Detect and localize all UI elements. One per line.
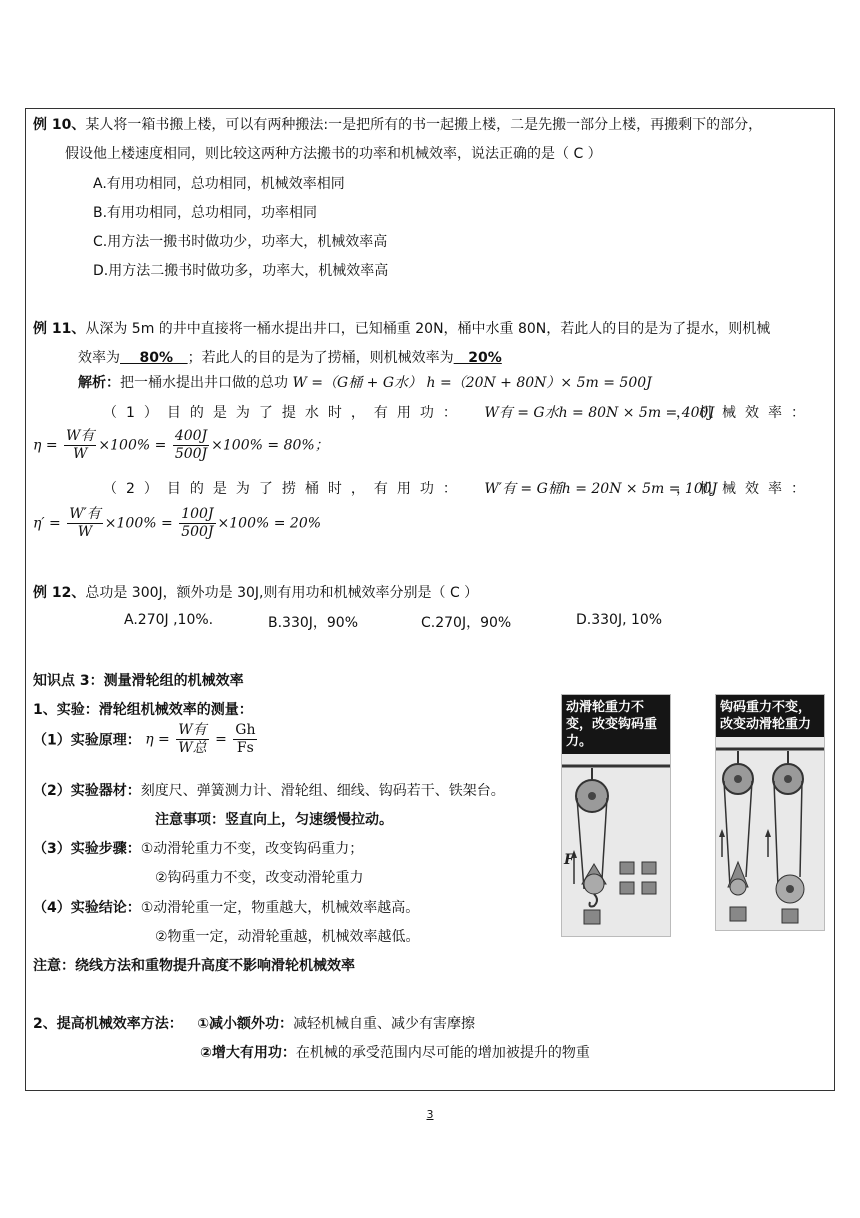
ex11-line1 <box>33 318 770 338</box>
principle-label: （1）实验原理： <box>33 732 141 749</box>
principle-eta: η = <box>145 731 170 748</box>
ex11-answer-1: 80% <box>120 350 188 366</box>
analysis-formula: W =（G桶 + G水） h =（20N + 80N）× 5m = 500J <box>292 375 652 391</box>
frac-bottom: 500J <box>174 446 208 462</box>
ex12-option-a: A.270J ,10%. <box>124 612 214 628</box>
efficiency-note: 注意：绕线方法和重物提升高度不影响滑轮机械效率 <box>33 958 355 974</box>
equip-row <box>33 780 505 800</box>
eta1-frac-1 <box>64 428 96 463</box>
ex11-step2 <box>103 478 717 498</box>
eta2-frac-1 <box>67 506 103 541</box>
ex11-answer-2: 20% <box>453 350 502 366</box>
frac-top: 100J <box>181 506 214 522</box>
times-100: ×100% <box>98 437 151 454</box>
frac-bottom: W <box>77 524 93 540</box>
method-2-row <box>200 1042 590 1062</box>
equip-label: （2）实验器材： <box>33 783 141 799</box>
frac-top: W′有 <box>69 506 101 522</box>
concl-1: ①动滑轮重一定，物重越大，机械效率越高。 <box>140 900 420 916</box>
ex12-question: 总功是 300J，额外功是 30J,则有用功和机械效率分别是（ C ） <box>85 585 479 601</box>
improve-row <box>33 1013 475 1033</box>
kp3-title: 知识点 3：测量滑轮组的机械效率 <box>33 673 244 689</box>
step2-tail-text: ，机械效率： <box>676 481 814 497</box>
improve-label: 2、提高机械效率方法： <box>33 1016 183 1032</box>
ex10-option-a: A.有用功相同，总功相同，机械效率相同 <box>93 176 345 192</box>
principle-frac-1 <box>176 722 208 757</box>
ex10-option-b: B.有用功相同，总功相同，功率相同 <box>93 205 318 221</box>
ex11-question-1: 从深为 5m 的井中直接将一桶水提出井口，已知桶重 20N，桶中水重 80N，若此人的目的是为了提水，则机械 <box>85 321 771 337</box>
ex10-question-2: 假设他上楼速度相同，则比较这两种方法搬书的功率和机械效率，说法正确的是（ C ） <box>65 146 602 162</box>
ex12-line <box>33 582 478 602</box>
ex11-q2-pre: 效率为 <box>78 350 120 366</box>
frac-bottom: W总 <box>178 740 207 756</box>
times-100: ×100% <box>217 515 270 532</box>
ex11-title: 例 11、 <box>33 321 86 337</box>
pulley-figure-2 <box>715 694 825 931</box>
eta-symbol: η = <box>33 437 58 454</box>
step-2: ②钩码重力不变，改变动滑轮重力 <box>155 870 364 886</box>
eta1-result: = 80%； <box>267 437 329 454</box>
principle-frac-2 <box>233 722 257 757</box>
principle-row <box>33 722 259 757</box>
note-inline: 注意事项：竖直向上，匀速缓慢拉动。 <box>155 812 393 828</box>
ex11-line2 <box>78 347 502 367</box>
analysis-label: 解析： <box>78 375 120 391</box>
ex12-option-c: C.270J，90% <box>421 615 512 631</box>
ex10-option-d: D.用方法二搬书时做功多，功率大，机械效率高 <box>93 263 389 279</box>
page-number: 3 <box>426 1108 434 1121</box>
figure-2-caption: 钩码重力不变，改变动滑轮重力 <box>716 695 824 737</box>
step1-tail-text: ，机械效率： <box>676 405 814 421</box>
figure-1-caption: 动滑轮重力不变，改变钩码重力。 <box>562 695 670 754</box>
eta2-equation: η′ = $\frac{\text{W′有}}{W}$ ×100% = $\frac{100J}{500J}$ ×100% = 20% <box>33 506 322 540</box>
eta1-equation: η = $\frac{\text{W有}}{W}$ ×100% = $\frac{400J}{500J}$ ×100% = 80%； <box>33 428 329 462</box>
frac-bottom: 500J <box>181 524 214 540</box>
steps-label: （3）实验步骤： <box>33 841 141 857</box>
equip-text: 刻度尺、弹簧测力计、滑轮组、细线、钩码若干、铁架台。 <box>140 783 505 799</box>
ex12-title: 例 12、 <box>33 585 86 601</box>
method-2-label: ②增大有用功： <box>200 1045 296 1061</box>
frac-top: Gh <box>235 722 256 738</box>
step1-tail <box>676 402 814 422</box>
concl-label: （4）实验结论： <box>33 900 141 916</box>
eta2-result: = 20% <box>273 515 322 532</box>
step2-label: （2）目的是为了捞桶时，有用功： <box>103 481 466 497</box>
method-2-text: 在机械的承受范围内尽可能的增加被提升的物重 <box>295 1045 590 1061</box>
eta1-frac-2 <box>173 428 209 463</box>
times-100: ×100% <box>211 437 263 454</box>
step1-formula: W有 = G水h = 80N × 5m = 400J <box>484 405 715 421</box>
method-1-label: ①减小额外功： <box>197 1016 294 1032</box>
step-1: ①动滑轮重力不变，改变钩码重力； <box>140 841 364 857</box>
ex11-q2-mid: ；若此人的目的是为了捞桶，则机械效率为 <box>187 350 454 366</box>
frac-top: W有 <box>178 722 207 738</box>
ex11-analysis <box>78 372 652 392</box>
ex10-option-c: C.用方法一搬书时做功少，功率大，机械效率高 <box>93 234 388 250</box>
analysis-text: 把一桶水提出井口做的总功 <box>120 375 288 391</box>
pulley-diagram-2 <box>716 737 824 932</box>
eta-prime-symbol: η′ = <box>33 515 61 532</box>
exp-title: 1、实验：滑轮组机械效率的测量： <box>33 702 253 718</box>
step2-tail <box>676 478 814 498</box>
step1-label: （1）目的是为了提水时，有用功： <box>103 405 466 421</box>
steps-row <box>33 838 363 858</box>
force-label: F <box>564 852 574 868</box>
step2-formula: W′有 = G桶h = 20N × 5m = 100J <box>484 481 718 497</box>
principle-eq: = <box>215 731 227 748</box>
pulley-diagram-1 <box>562 754 670 954</box>
ex11-step1 <box>103 402 714 422</box>
frac-top: W有 <box>66 428 95 444</box>
concl-2: ②物重一定，动滑轮重越，机械效率越低。 <box>155 929 420 945</box>
times-100: ×100% <box>104 515 157 532</box>
frac-bottom: Fs <box>236 740 254 756</box>
pulley-figure-1 <box>561 694 671 937</box>
ex10-line1 <box>33 114 762 134</box>
method-1-text: 减轻机械自重、减少有害摩擦 <box>293 1016 476 1032</box>
ex12-option-d: D.330J, 10% <box>576 612 663 628</box>
ex12-option-b: B.330J，90% <box>268 615 359 631</box>
frac-bottom: W <box>73 446 88 462</box>
ex10-title: 例 10、 <box>33 117 86 133</box>
eta2-frac-2 <box>179 506 215 541</box>
frac-top: 400J <box>174 428 208 444</box>
concl-row <box>33 897 419 917</box>
ex10-question-1: 某人将一箱书搬上楼，可以有两种搬法:一是把所有的书一起搬上楼，二是先搬一部分上楼，再搬剩下的部分， <box>85 117 763 133</box>
